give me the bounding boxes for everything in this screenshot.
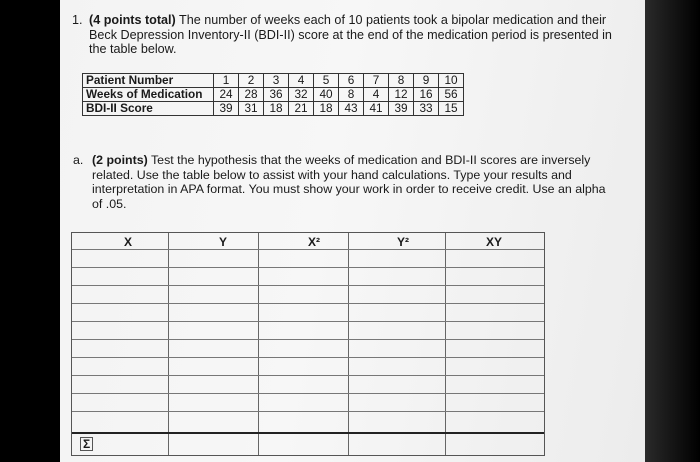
- patient-number-cell: 7: [364, 74, 389, 88]
- row-label-bdi: BDI-II Score: [83, 102, 214, 116]
- table-row: [83, 74, 464, 88]
- weeks-cell: 32: [289, 88, 314, 102]
- patient-number-cell: 2: [239, 74, 264, 88]
- row-divider: [72, 375, 544, 376]
- bdi-cell: 43: [339, 102, 364, 116]
- patient-number-cell: 8: [389, 74, 414, 88]
- question-1: [72, 13, 632, 57]
- bdi-cell: 31: [239, 102, 264, 116]
- bdi-cell: 41: [364, 102, 389, 116]
- part-a-text: [92, 153, 613, 211]
- header-y: Y: [219, 235, 228, 249]
- row-label-weeks: Weeks of Medication: [83, 88, 214, 102]
- part-a: [73, 153, 613, 211]
- weeks-cell: 8: [339, 88, 364, 102]
- bdi-cell: 39: [389, 102, 414, 116]
- bdi-cell: 15: [439, 102, 464, 116]
- part-a-label: a.: [73, 153, 84, 167]
- bdi-cell: 21: [289, 102, 314, 116]
- weeks-cell: 12: [389, 88, 414, 102]
- weeks-cell: 24: [214, 88, 239, 102]
- background-edge: [645, 0, 700, 462]
- table-row: [83, 102, 464, 116]
- row-divider: [72, 267, 544, 268]
- row-divider: [72, 393, 544, 394]
- weeks-cell: 28: [239, 88, 264, 102]
- worksheet-page: [60, 0, 645, 462]
- row-divider: [72, 303, 544, 304]
- patient-number-cell: 1: [214, 74, 239, 88]
- row-divider: [72, 285, 544, 286]
- question-number: 1.: [72, 13, 83, 27]
- sum-divider: [72, 432, 544, 434]
- weeks-cell: 4: [364, 88, 389, 102]
- patient-number-cell: 6: [339, 74, 364, 88]
- bdi-cell: 18: [314, 102, 339, 116]
- calculation-table: [71, 232, 545, 456]
- row-label-patient-number: Patient Number: [83, 74, 214, 88]
- patient-number-cell: 3: [264, 74, 289, 88]
- patient-number-cell: 5: [314, 74, 339, 88]
- header-x: X: [124, 235, 133, 249]
- patient-number-cell: 9: [414, 74, 439, 88]
- patient-data-table: [82, 73, 464, 116]
- bdi-cell: 39: [214, 102, 239, 116]
- patient-number-cell: 4: [289, 74, 314, 88]
- row-divider: [72, 339, 544, 340]
- sum-symbol: Σ: [80, 437, 93, 451]
- row-divider: [72, 357, 544, 358]
- question-1-points: (4 points total): [89, 13, 176, 27]
- row-divider: [72, 321, 544, 322]
- weeks-cell: 36: [264, 88, 289, 102]
- weeks-cell: 16: [414, 88, 439, 102]
- part-a-points: (2 points): [92, 153, 148, 167]
- row-divider: [72, 249, 544, 250]
- question-1-body: The number of weeks each of 10 patients took a bipolar medication and their Beck Depression Inventory-II (BDI-II) score at the end of the medication period is presented in the table below.: [89, 13, 612, 56]
- header-y-squared: Y²: [397, 235, 409, 249]
- row-divider: [72, 411, 544, 412]
- bdi-cell: 18: [264, 102, 289, 116]
- part-a-body: Test the hypothesis that the weeks of medication and BDI-II scores are inversely related. Use the table below to assist with your hand calculations. Type your results and interpretation in APA format. You must show your work in order to receive credit. Use an alpha of .05.: [92, 153, 606, 211]
- bdi-cell: 33: [414, 102, 439, 116]
- patient-number-cell: 10: [439, 74, 464, 88]
- table-row: [83, 88, 464, 102]
- weeks-cell: 56: [439, 88, 464, 102]
- question-1-text: [89, 13, 632, 57]
- header-xy: XY: [486, 235, 503, 249]
- header-x-squared: X²: [308, 235, 320, 249]
- weeks-cell: 40: [314, 88, 339, 102]
